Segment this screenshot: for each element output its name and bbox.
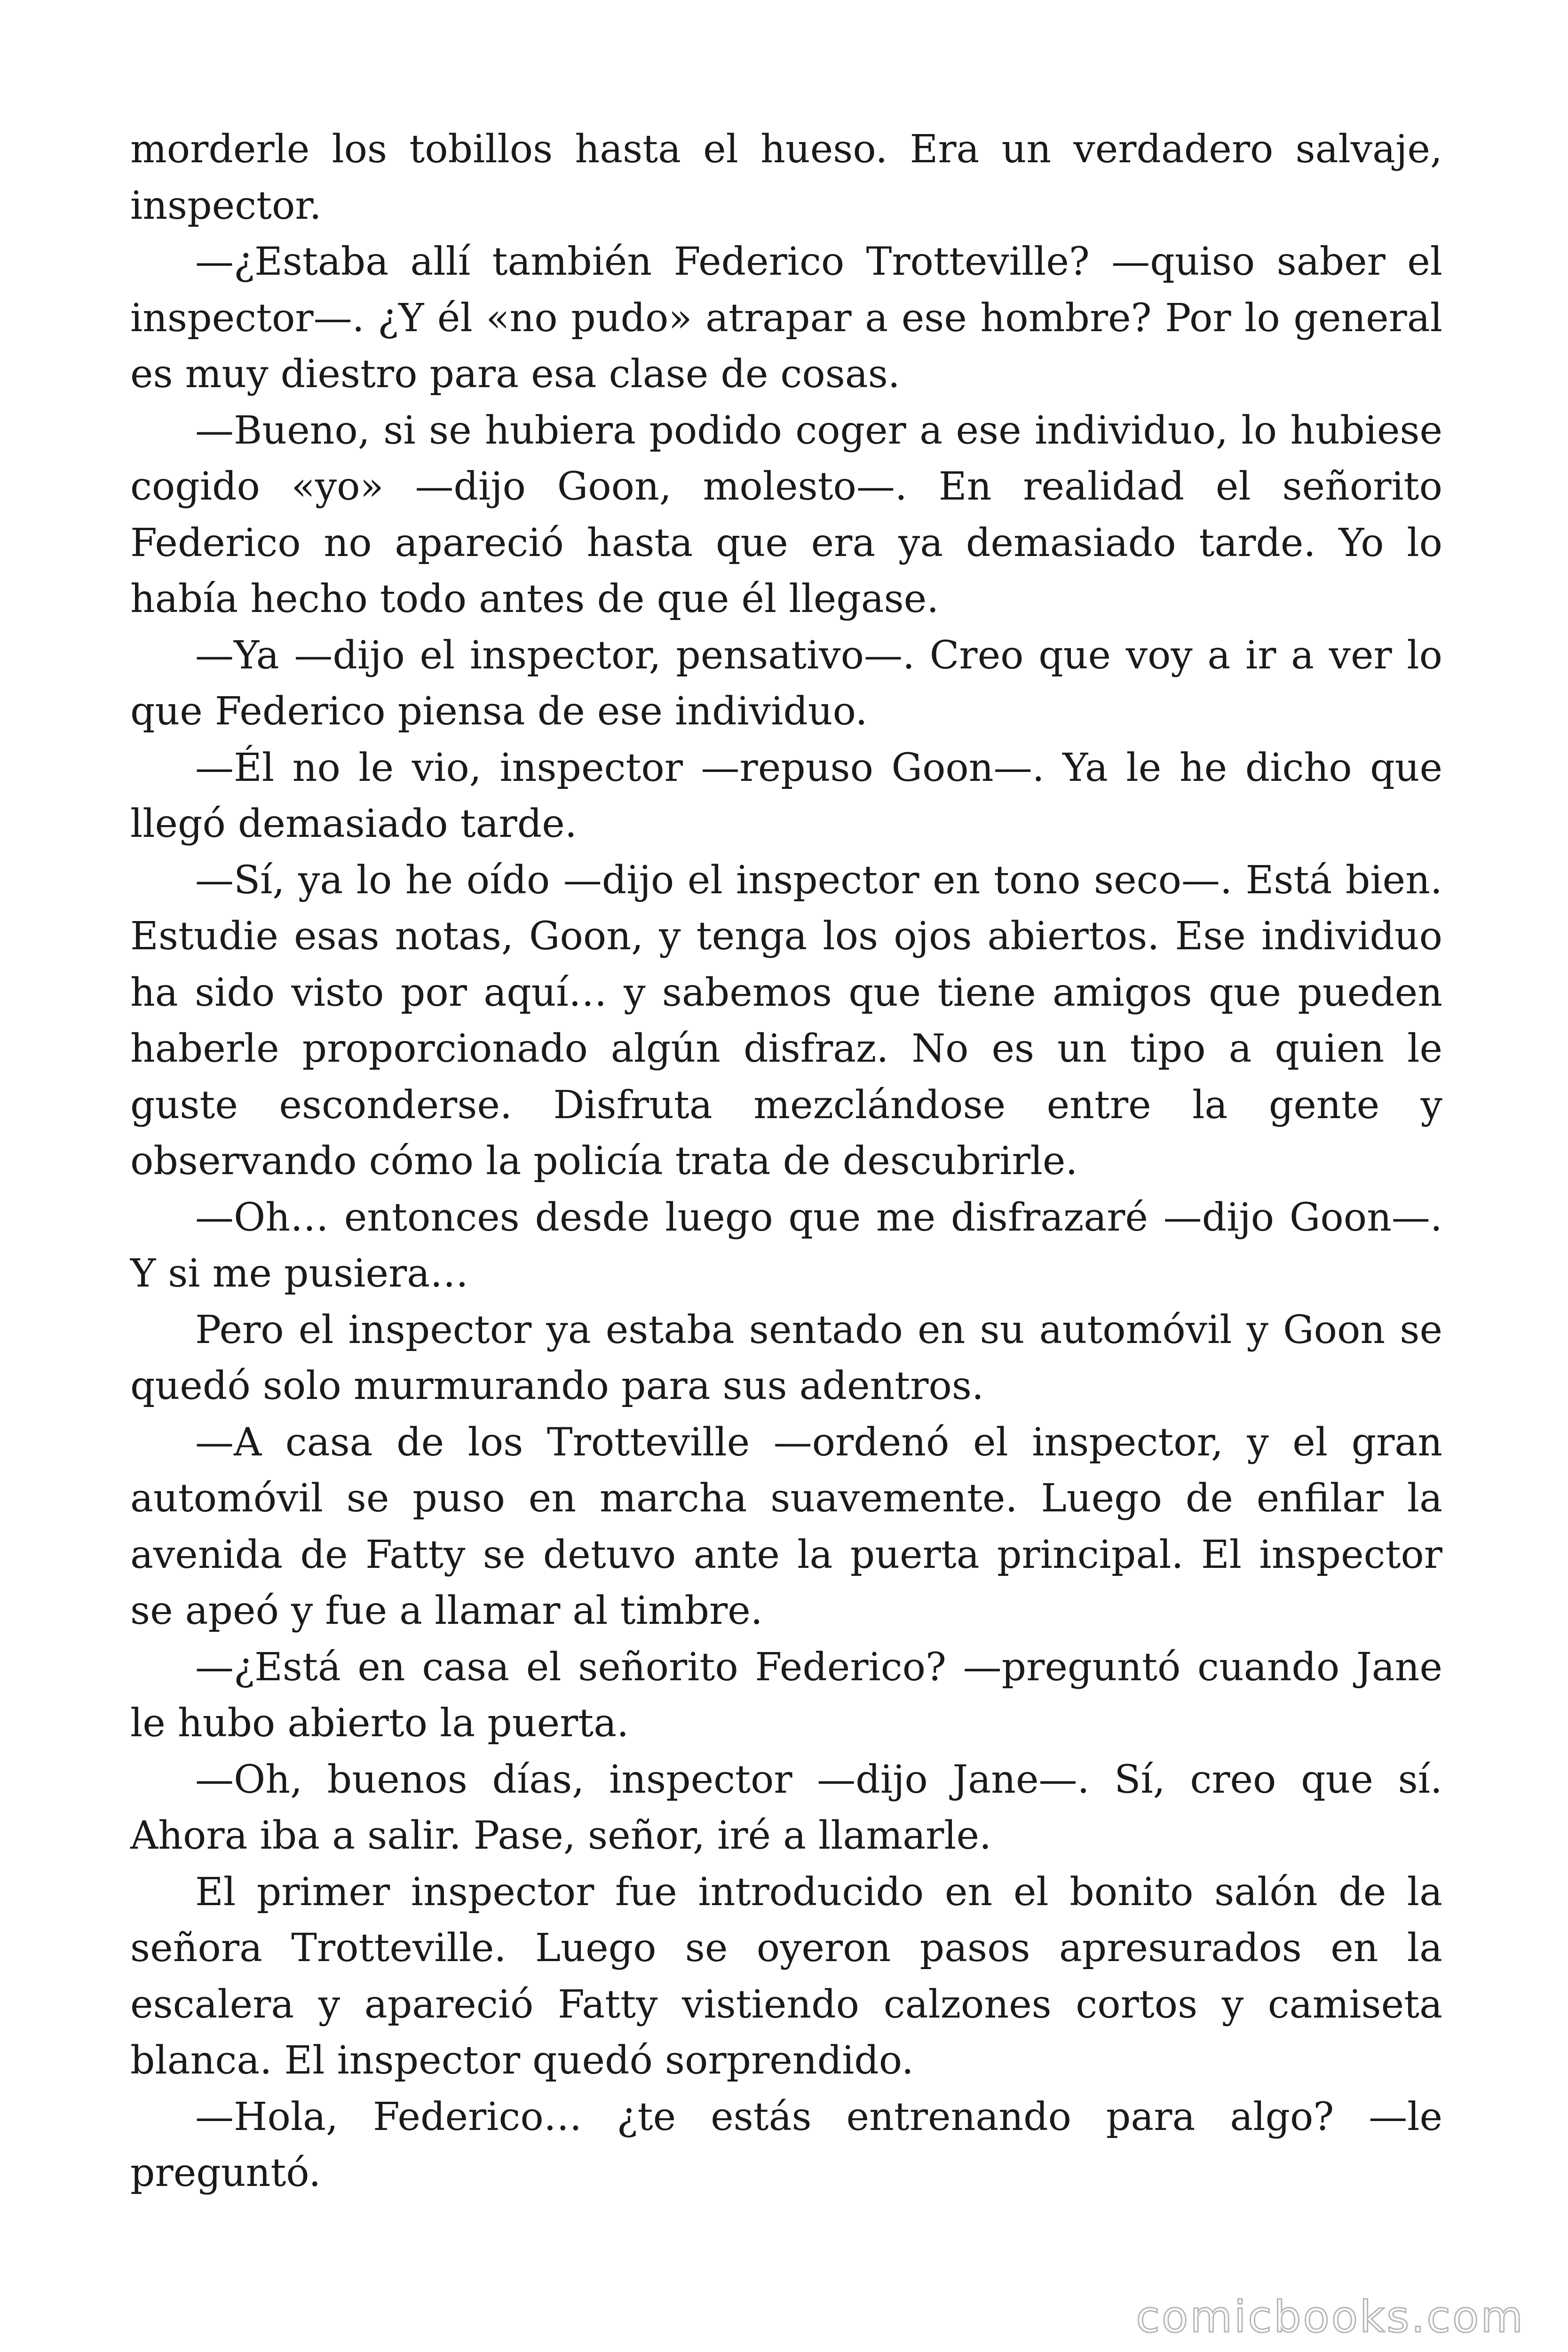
- paragraph: —Hola, Federico… ¿te estás entrenando para algo? —le preguntó.: [130, 2094, 1442, 2195]
- paragraph: —Bueno, si se hubiera podido coger a ese individuo, lo hubiese cogido «yo» —dijo Goon, molesto—. En realidad el señorito Federico no apareció hasta que era ya demasiado tarde. Yo lo había hecho todo antes de que él llegase.: [130, 408, 1442, 621]
- paragraph: —Oh, buenos días, inspector —dijo Jane—. Sí, creo que sí. Ahora iba a salir. Pase, señor, iré a llamarle.: [130, 1757, 1442, 1858]
- paragraph: —¿Está en casa el señorito Federico? —preguntó cuando Jane le hubo abierto la puerta.: [130, 1645, 1442, 1746]
- body-text: [130, 121, 1442, 2201]
- paragraph: —Ya —dijo el inspector, pensativo—. Creo que voy a ir a ver lo que Federico piensa de ese individuo.: [130, 633, 1442, 734]
- watermark: comicbooks.com: [1136, 2292, 1525, 2342]
- paragraph: —Sí, ya lo he oído —dijo el inspector en tono seco—. Está bien. Estudie esas notas, Goon, y tenga los ojos abiertos. Ese individuo ha sido visto por aquí… y sabemos que tiene amigos que pueden haberle proporcionado algún disfraz. No es un tipo a quien le guste esconderse. Disfruta mezclándose entre la gente y observando cómo la policía trata de descubrirle.: [130, 858, 1442, 1184]
- paragraph: —Él no le vio, inspector —repuso Goon—. Ya le he dicho que llegó demasiado tarde.: [130, 745, 1442, 846]
- paragraph: —A casa de los Trotteville —ordenó el inspector, y el gran automóvil se puso en marcha suavemente. Luego de enfilar la avenida de Fatty se detuvo ante la puerta principal. El inspector se apeó y fue a llamar al timbre.: [130, 1420, 1442, 1633]
- paragraph: —Oh… entonces desde luego que me disfrazaré —dijo Goon—. Y si me pusiera…: [130, 1195, 1442, 1296]
- paragraph: —¿Estaba allí también Federico Trotteville? —quiso saber el inspector—. ¿Y él «no pudo» atrapar a ese hombre? Por lo general es muy diestro para esa clase de cosas.: [130, 239, 1442, 397]
- paragraph: Pero el inspector ya estaba sentado en su automóvil y Goon se quedó solo murmurando para sus adentros.: [130, 1307, 1442, 1408]
- paragraph: El primer inspector fue introducido en el bonito salón de la señora Trotteville. Luego se oyeron pasos apresurados en la escalera y apareció Fatty vistiendo calzones cortos y camiseta blanca. El inspector quedó sorprendido.: [130, 1869, 1442, 2083]
- paragraph-continued: morderle los tobillos hasta el hueso. Era un verdadero salvaje, inspector.: [130, 127, 1442, 228]
